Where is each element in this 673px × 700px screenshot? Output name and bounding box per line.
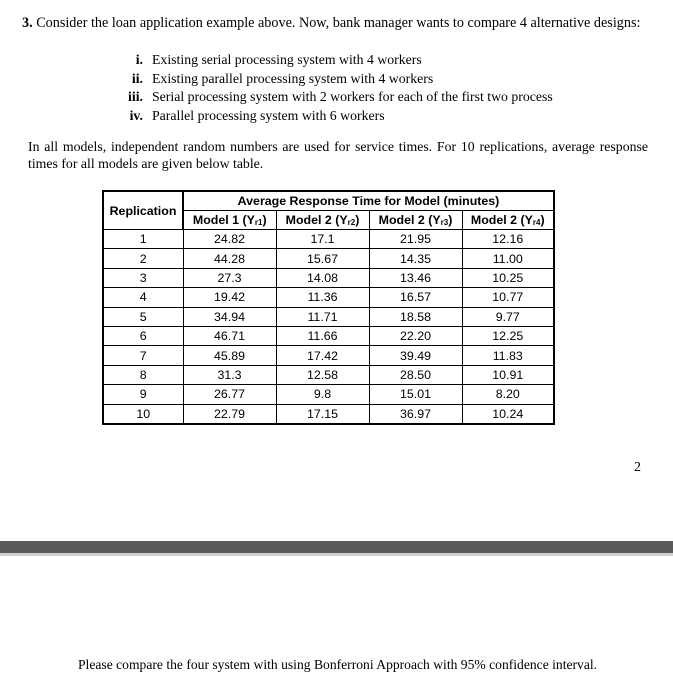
value-cell: 31.3 bbox=[183, 365, 276, 384]
value-cell: 17.1 bbox=[276, 230, 369, 249]
replication-cell: 6 bbox=[103, 326, 183, 345]
model-header: Model 2 $(Y_{r2})$ bbox=[276, 211, 369, 230]
table-row bbox=[103, 307, 554, 326]
replication-cell: 4 bbox=[103, 288, 183, 307]
value-cell: 11.00 bbox=[462, 249, 554, 268]
page-separator bbox=[0, 541, 673, 553]
model-header: Model 2 $(Y_{r3})$ bbox=[369, 211, 462, 230]
value-cell: 34.94 bbox=[183, 307, 276, 326]
value-cell: 8.20 bbox=[462, 385, 554, 404]
bottom-question: Please compare the four system with using Bonferroni Approach with 95% confidence interval. bbox=[78, 657, 598, 672]
value-cell: 16.57 bbox=[369, 288, 462, 307]
option-text: Parallel processing system with 6 workers bbox=[152, 107, 385, 123]
table-row bbox=[103, 365, 554, 384]
description-paragraph: In all models, independent random numbers are used for service times. For 10 replications, average response times for all models are given below table. bbox=[28, 139, 648, 171]
response-time-table bbox=[102, 190, 555, 425]
model-header: Model 1 $(Y_{r1})$ bbox=[183, 211, 276, 230]
value-cell: 13.46 bbox=[369, 268, 462, 287]
option-numeral: ii. bbox=[131, 70, 143, 86]
value-cell: 15.67 bbox=[276, 249, 369, 268]
value-cell: 14.35 bbox=[369, 249, 462, 268]
value-cell: 45.89 bbox=[183, 346, 276, 365]
value-cell: 10.25 bbox=[462, 268, 554, 287]
replication-cell: 2 bbox=[103, 249, 183, 268]
option-item bbox=[110, 51, 553, 70]
option-item bbox=[110, 107, 553, 126]
value-cell: 19.42 bbox=[183, 288, 276, 307]
value-cell: 11.66 bbox=[276, 326, 369, 345]
option-numeral: iii. bbox=[128, 89, 143, 104]
value-cell: 46.71 bbox=[183, 326, 276, 345]
table-row bbox=[103, 249, 554, 268]
question-text: Consider the loan application example above. Now, bank manager wants to compare 4 alternative designs: bbox=[36, 15, 641, 31]
value-cell: 10.77 bbox=[462, 288, 554, 307]
option-numeral: iv. bbox=[129, 107, 143, 123]
value-cell: 26.77 bbox=[183, 385, 276, 404]
value-cell: 11.83 bbox=[462, 346, 554, 365]
table-row bbox=[103, 230, 554, 249]
replication-cell: 5 bbox=[103, 307, 183, 326]
value-cell: 9.8 bbox=[276, 385, 369, 404]
option-text: Existing parallel processing system with 4 workers bbox=[152, 70, 434, 86]
value-cell: 12.16 bbox=[462, 230, 554, 249]
value-cell: 17.15 bbox=[276, 404, 369, 424]
value-cell: 15.01 bbox=[369, 385, 462, 404]
value-cell: 28.50 bbox=[369, 365, 462, 384]
value-cell: 12.25 bbox=[462, 326, 554, 345]
value-cell: 36.97 bbox=[369, 404, 462, 424]
value-cell: 18.58 bbox=[369, 307, 462, 326]
replication-cell: 8 bbox=[103, 365, 183, 384]
replication-cell: 3 bbox=[103, 268, 183, 287]
value-cell: 22.20 bbox=[369, 326, 462, 345]
value-cell: 12.58 bbox=[276, 365, 369, 384]
question-header bbox=[22, 15, 652, 32]
table-row bbox=[103, 268, 554, 287]
value-cell: 39.49 bbox=[369, 346, 462, 365]
value-cell: 44.28 bbox=[183, 249, 276, 268]
option-text: Existing serial processing system with 4 workers bbox=[152, 52, 422, 67]
option-text: Serial processing system with 2 workers for each of the first two process bbox=[152, 89, 553, 104]
page-number: 2 bbox=[634, 460, 641, 475]
value-cell: 11.71 bbox=[276, 307, 369, 326]
group-header: Average Response Time for Model (minutes) bbox=[183, 191, 554, 211]
value-cell: 10.24 bbox=[462, 404, 554, 424]
value-cell: 14.08 bbox=[276, 268, 369, 287]
table-row bbox=[103, 326, 554, 345]
table-row bbox=[103, 288, 554, 307]
value-cell: 10.91 bbox=[462, 365, 554, 384]
replication-cell: 10 bbox=[103, 404, 183, 424]
option-numeral: i. bbox=[135, 52, 143, 67]
option-item bbox=[110, 70, 553, 89]
replication-cell: 1 bbox=[103, 230, 183, 249]
page-separator-shadow bbox=[0, 553, 673, 556]
value-cell: 17.42 bbox=[276, 346, 369, 365]
options-list bbox=[110, 51, 553, 125]
replication-cell: 9 bbox=[103, 385, 183, 404]
model-header: Model 2 $(Y_{r4})$ bbox=[462, 211, 554, 230]
value-cell: 9.77 bbox=[462, 307, 554, 326]
value-cell: 11.36 bbox=[276, 288, 369, 307]
value-cell: 27.3 bbox=[183, 268, 276, 287]
value-cell: 22.79 bbox=[183, 404, 276, 424]
option-item bbox=[110, 88, 553, 107]
table-row bbox=[103, 346, 554, 365]
table-row bbox=[103, 385, 554, 404]
replication-cell: 7 bbox=[103, 346, 183, 365]
value-cell: 24.82 bbox=[183, 230, 276, 249]
table-row bbox=[103, 404, 554, 424]
question-number: 3. bbox=[22, 15, 33, 31]
replication-header: Replication bbox=[103, 191, 183, 230]
value-cell: 21.95 bbox=[369, 230, 462, 249]
